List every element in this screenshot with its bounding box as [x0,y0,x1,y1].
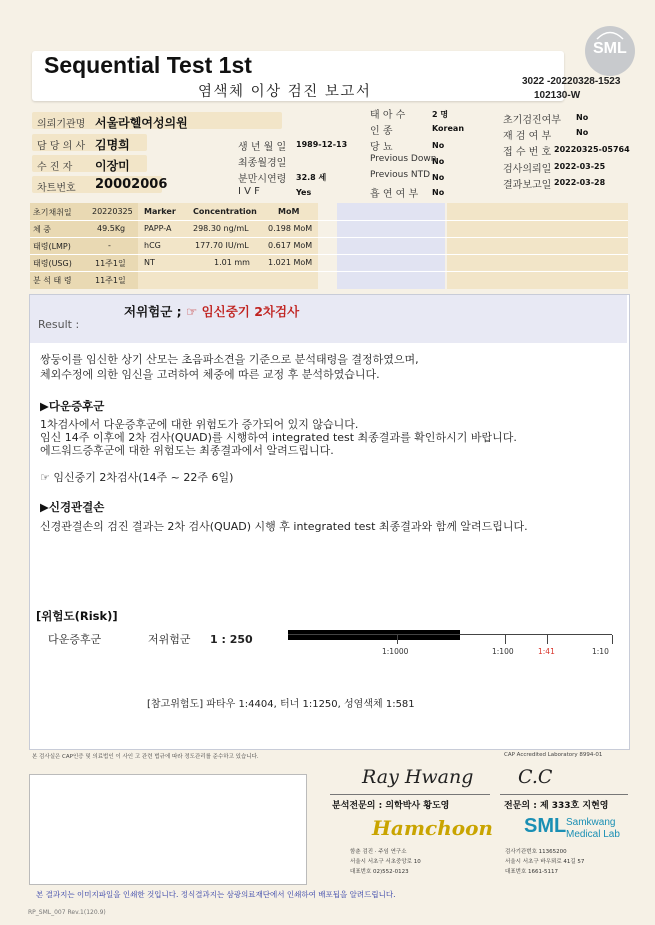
marker-name: PAPP-A [144,224,172,233]
retest-label: 재 검 여 부 [503,131,552,142]
sml-lab-name-2: Medical Lab [566,829,620,840]
ga-usg-label: 태령(USG) [33,259,72,268]
risk-level: 저위험군 [148,633,191,646]
risk-tick-label: 1:1000 [382,647,409,656]
signature-line-right [500,794,628,795]
left-lab-info-1: 함춘 검진 · 주임 연구소 [350,849,407,855]
ivf-value: Yes [296,188,312,197]
sml-lab-logo: SML [524,815,567,837]
down-line-1: 1차검사에서 다운증후군에 대한 위험도가 증가되어 있지 않습니다. [40,418,359,431]
marker-conc: 1.01 mm [214,258,250,267]
risk-tick-label: 1:10 [592,647,609,656]
risk-tick [505,635,506,644]
chart-value: 20002006 [95,177,168,192]
request-date-label: 검사의뢰일 [503,164,552,175]
result-header-band [30,295,627,343]
receipt-label: 접 수 번 호 [503,147,552,158]
down-line-3: 에드워드증후군에 대한 위험도는 최종결과에서 알려드립니다. [40,444,334,457]
specialist-title: 전문의 : 제 333호 지현영 [504,801,609,811]
fetus-value: 2 명 [432,110,449,119]
report-date-value: 2022-03-28 [554,178,606,187]
prev-down-label: Previous Down [370,154,437,164]
first-value: No [576,113,589,122]
smoking-label: 흡 연 여 부 [370,189,419,200]
analyst-title: 분석전문의 : 의학박사 황도영 [332,801,450,811]
result-next-step: ☞ 임신중기 2차검사 [186,304,300,319]
table-divider-4 [30,271,628,272]
down-syndrome-heading: ▶다운증후군 [40,399,105,413]
result-summary [124,302,299,320]
prev-down-value: No [432,157,445,166]
hospital-label: 의뢰기관명 [37,119,86,130]
risk-axis [288,634,612,635]
intro-line-1: 쌍둥이를 임신한 상기 산모는 초음파소견을 기준으로 분석태령을 결정하였으며, [40,353,419,366]
race-value: Korean [432,124,465,133]
age-label: 분만시연령 [238,174,287,185]
diabetes-label: 당 뇨 [370,142,393,153]
weight-value: 49.5Kg [97,224,126,233]
request-date-value: 2022-03-25 [554,162,606,171]
down-line-2: 임신 14주 이후에 2차 검사(QUAD)를 시행하여 integrated test 최종결과를 확인하시기 바랍니다. [40,431,517,444]
table-divider-2 [30,237,628,238]
table-divider-3 [30,254,628,255]
result-risk: 저위험군 ; [124,304,182,319]
signature-left: Ray Hwang [362,766,474,788]
revision-code: RP_SML_007 Rev.1(120.9) [28,909,106,916]
risk-tick [397,635,398,644]
smoking-value: No [432,188,445,197]
memo-box [29,774,307,885]
footnote-left: 본 검사실은 CAP인증 및 의료법인 이 사인 고 관련 법규에 따라 정도관리를 준수하고 있습니다. [32,754,259,760]
print-notice: 본 결과지는 이미지파일을 인쇄한 것입니다. 정식결과지는 삼광의료재단에서 인쇄하여 배포됩을 알려드립니다. [36,890,396,899]
marker-header: Marker [144,207,176,216]
ga-analysis-value: 11주1일 [95,276,126,285]
report-code: 3022 -20220328-1523 [522,76,621,87]
logo-text: SML [593,40,627,57]
examinee-value: 이장미 [95,159,130,173]
sml-lab-name-1: Samkwang [566,817,616,828]
conc-header: Concentration [193,207,257,216]
risk-name: 다운증후군 [48,633,102,646]
table-divider-1 [30,220,628,221]
marker-name: NT [144,258,155,267]
marker-conc: 298.30 ng/mL [193,224,249,233]
report-date-label: 결과보고일 [503,180,552,191]
reference-risk: [참고위험도] 파타우 1:4404, 터너 1:1250, 성염색체 1:581 [147,699,415,710]
risk-tick-label: 1:100 [492,647,514,656]
marker-name: hCG [144,241,161,250]
ga-usg-value: 11주1일 [95,259,126,268]
marker-conc: 177.70 IU/mL [195,241,249,250]
right-lab-info-1: 검사기관번호 11365200 [505,849,567,855]
report-subtitle: 염색체 이상 검진 보고서 [198,84,372,100]
first-label: 초기검진여부 [503,115,561,126]
sample-date-value: 20220325 [92,207,133,216]
prev-ntd-label: Previous NTD [370,170,431,180]
report-code-suffix: 102130-W [534,90,581,101]
right-lab-info-2: 서울시 서초구 바우뫼로 41길 57 [505,859,585,865]
risk-heading: [위험도(Risk)] [36,609,118,623]
ga-lmp-label: 태령(LMP) [33,242,71,251]
report-title: Sequential Test 1st [44,52,252,78]
sml-logo [585,26,635,76]
race-label: 인 종 [370,126,393,137]
blank-panel-right [447,203,628,289]
result-label: Result : [38,318,80,331]
down-line-4: ☞ 임신중기 2차검사(14주 ~ 22주 6일) [40,471,234,484]
risk-tick-label-cutoff: 1:41 [538,647,555,656]
right-lab-info-3: 대표번호 1661-5117 [505,869,558,875]
chart-label: 차트번호 [37,183,76,194]
ivf-label: I V F [238,186,260,197]
signature-line-left [330,794,490,795]
risk-tick [612,635,613,644]
birth-label: 생 년 월 일 [238,142,287,153]
birth-value: 1989-12-13 [296,140,348,149]
weight-label: 체 중 [33,225,51,234]
risk-tick [547,635,548,644]
hamchoon-logo: Hamchoon [372,816,493,840]
examinee-label: 수 진 자 [37,162,73,173]
mom-header: MoM [278,207,300,216]
left-lab-info-2: 서울시 서초구 서초중앙로 10 [350,859,421,865]
marker-mom: 0.617 MoM [268,241,313,250]
ga-analysis-label: 분 석 태 령 [33,276,72,285]
lmp-label: 최종월경일 [238,158,287,169]
prev-ntd-value: No [432,173,445,182]
marker-mom: 1.021 MoM [268,258,313,267]
left-lab-info-3: 대표번호 02)552-0123 [350,869,409,875]
marker-mom: 0.198 MoM [268,224,313,233]
sample-date-label: 초기채취일 [33,208,72,217]
receipt-value: 20220325-05764 [554,145,630,154]
ntd-heading: ▶신경관결손 [40,500,105,514]
fetus-label: 태 아 수 [370,110,406,121]
doctor-label: 담 당 의 사 [37,141,86,152]
intro-line-2: 체외수정에 의한 임신을 고려하여 체중에 따른 교정 후 분석하였습니다. [40,368,380,381]
diabetes-value: No [432,141,445,150]
footnote-right: CAP Accredited Laboratory 8994-01 [504,752,603,758]
signature-right: C.C [518,766,553,788]
ga-lmp-value: - [108,241,111,250]
blank-panel-left [337,203,445,289]
risk-bar [288,630,460,640]
retest-value: No [576,128,589,137]
ntd-line-1: 신경관결손의 검진 결과는 2차 검사(QUAD) 시행 후 integrated test 최종결과와 함께 알려드립니다. [40,520,528,533]
risk-ratio: 1 : 250 [210,633,253,646]
logo-arc-icon [595,30,625,40]
hospital-value: 서울라헬여성의원 [95,116,188,130]
doctor-value: 김명희 [95,138,130,152]
age-value: 32.8 세 [296,173,327,182]
